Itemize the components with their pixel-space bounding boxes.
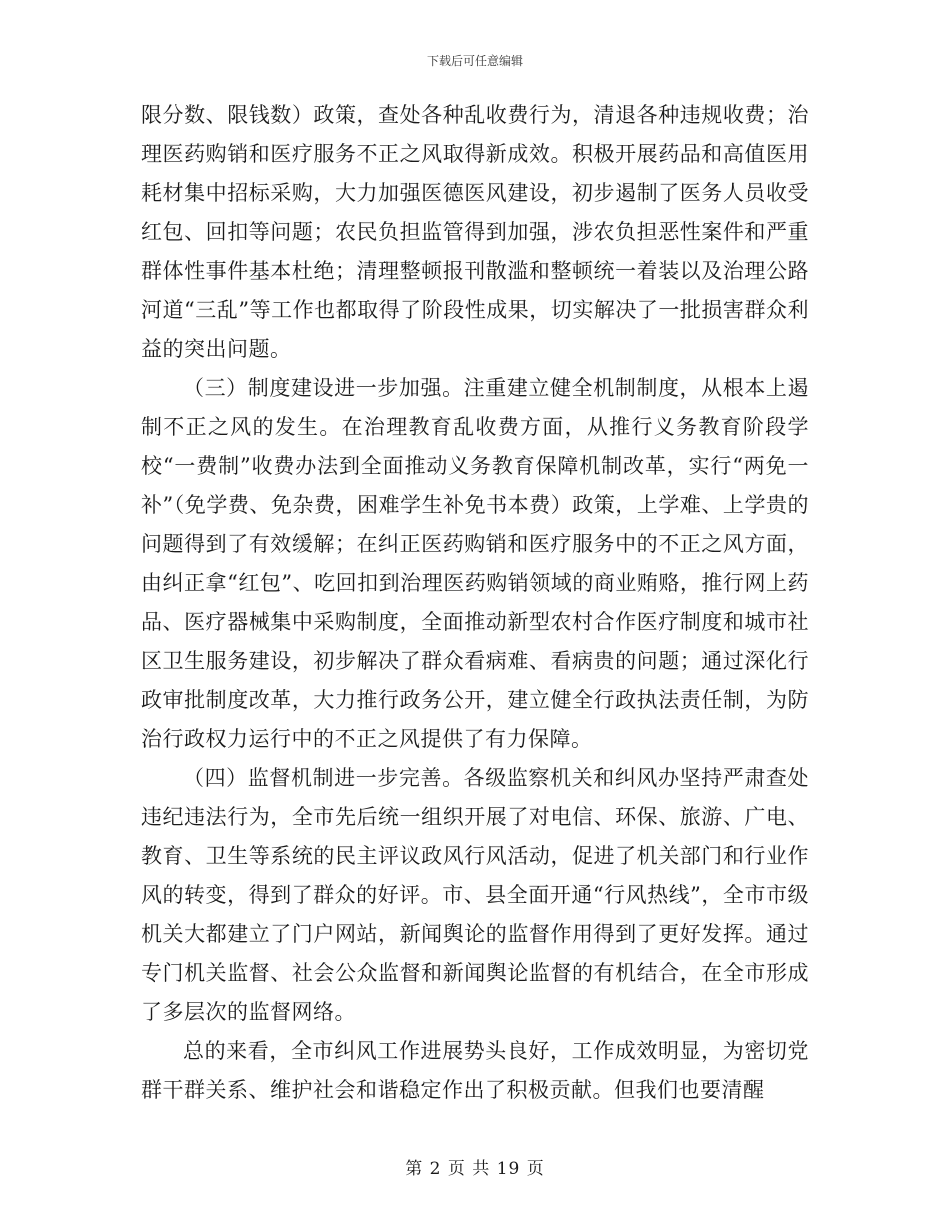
- paragraph-summary: 总的来看，全市纠风工作进展势头良好，工作成效明显，为密切党群干群关系、维护社会和谐稳定作出了积极贡献。但我们也要清醒: [141, 1039, 809, 1102]
- document-body: [141, 96, 809, 1110]
- paragraph-section-4: （四）监督机制进一步完善。各级监察机关和纠风办坚持严肃查处违纪违法行为，全市先后统一组织开展了对电信、环保、旅游、广电、教育、卫生等系统的民主评议政风行风活动，促进了机关部门和行业作风的转变，得到了群众的好评。市、县全面开通“行风热线”，全市市级机关大都建立了门户网站，新闻舆论的监督作用得到了更好发挥。通过专门机关监督、社会公众监督和新闻舆论监督的有机结合，在全市形成了多层次的监督网络。: [141, 766, 809, 1024]
- page-footer: 第 2 页 共 19 页: [405, 1159, 545, 1179]
- paragraph-continued: 限分数、限钱数）政策，查处各种乱收费行为，清退各种违规收费；治理医药购销和医疗服务不正之风取得新成效。积极开展药品和高值医用耗材集中招标采购，大力加强医德医风建设，初步遏制了医务人员收受红包、回扣等问题；农民负担监管得到加强，涉农负担恶性案件和严重群体性事件基本杜绝；清理整顿报刊散滥和整顿统一着装以及治理公路河道“三乱”等工作也都取得了阶段性成果，切实解决了一批损害群众利益的突出问题。: [141, 103, 809, 361]
- page-header: 下载后可任意编辑: [426, 54, 523, 68]
- paragraph-section-3: （三）制度建设进一步加强。注重建立健全机制制度，从根本上遏制不正之风的发生。在治理教育乱收费方面，从推行义务教育阶段学校“一费制”收费办法到全面推动义务教育保障机制改革，实行“两免一补”（免学费、免杂费，困难学生补免书本费）政策，上学难、上学贵的问题得到了有效缓解；在纠正医药购销和医疗服务中的不正之风方面，由纠正拿“红包”、吃回扣到治理医药购销领域的商业贿赂，推行网上药品、医疗器械集中采购制度，全面推动新型农村合作医疗制度和城市社区卫生服务建设，初步解决了群众看病难、看病贵的问题；通过深化行政审批制度改革，大力推行政务公开，建立健全行政执法责任制，为防治行政权力运行中的不正之风提供了有力保障。: [141, 376, 809, 751]
